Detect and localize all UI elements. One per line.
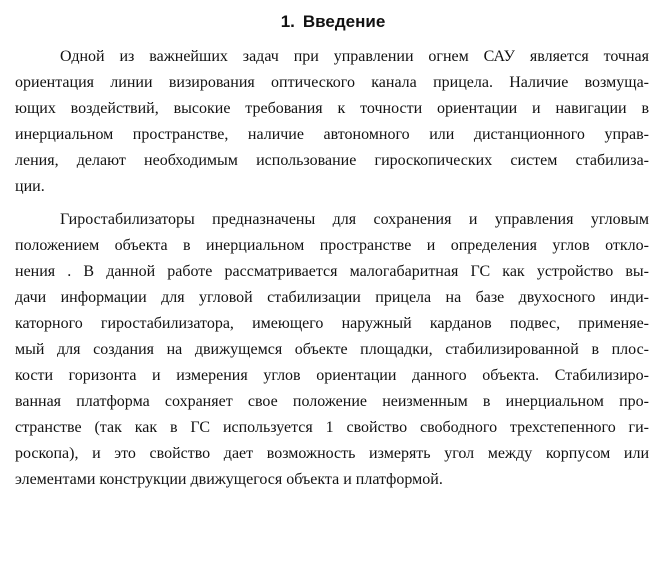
paragraph-line: Одной из важнейших задач при управлении огнем САУ является точная — [60, 48, 649, 65]
paragraph-line: Гиростабилизаторы предназначены для сохранения и управления угловым — [60, 211, 649, 228]
section-title: Введение — [302, 12, 386, 31]
paragraph-line: каторного гиростабилизатора, имеющего наружный карданов подвес, применяе- — [15, 315, 649, 332]
paragraph-line: инерциальном пространстве, наличие автономного или дистанционного управ- — [15, 126, 649, 143]
paragraph-line: положением объекта в инерциальном пространстве и определения углов откло- — [15, 237, 649, 254]
section-number: 1. — [280, 12, 295, 31]
paragraph-line: дачи информации для угловой стабилизации прицела на базе двухосного инди- — [15, 289, 649, 306]
paragraph-line: роскопа), и это свойство дает возможность измерять угол между корпусом или — [15, 445, 649, 462]
paragraph-line: ющих воздействий, высокие требования к точности ориентации и навигации в — [15, 100, 649, 117]
paragraph-line: кости горизонта и измерения углов ориентации данного объекта. Стабилизиро- — [15, 367, 649, 384]
paragraph-line: элементами конструкции движущегося объекта и платформой. — [15, 471, 443, 488]
section-heading — [0, 10, 666, 34]
paragraph-line: ванная платформа сохраняет свое положение неизменным в инерциальном про- — [15, 393, 649, 410]
paragraph-line: ориентация линии визирования оптического канала прицела. Наличие возмуща- — [15, 74, 649, 91]
paragraph-line: нения . В данной работе рассматривается малогабаритная ГС как устройство вы- — [15, 263, 649, 280]
paragraph-line: мый для создания на движущемся объекте площадки, стабилизированной в плос- — [15, 341, 649, 358]
paragraph-line: странстве (так как в ГС используется 1 свойство свободного трехстепенного ги- — [15, 419, 649, 436]
paragraph-line: ления, делают необходимым использование гироскопических систем стабилиза- — [15, 152, 649, 169]
paragraph-line: ции. — [15, 178, 45, 195]
